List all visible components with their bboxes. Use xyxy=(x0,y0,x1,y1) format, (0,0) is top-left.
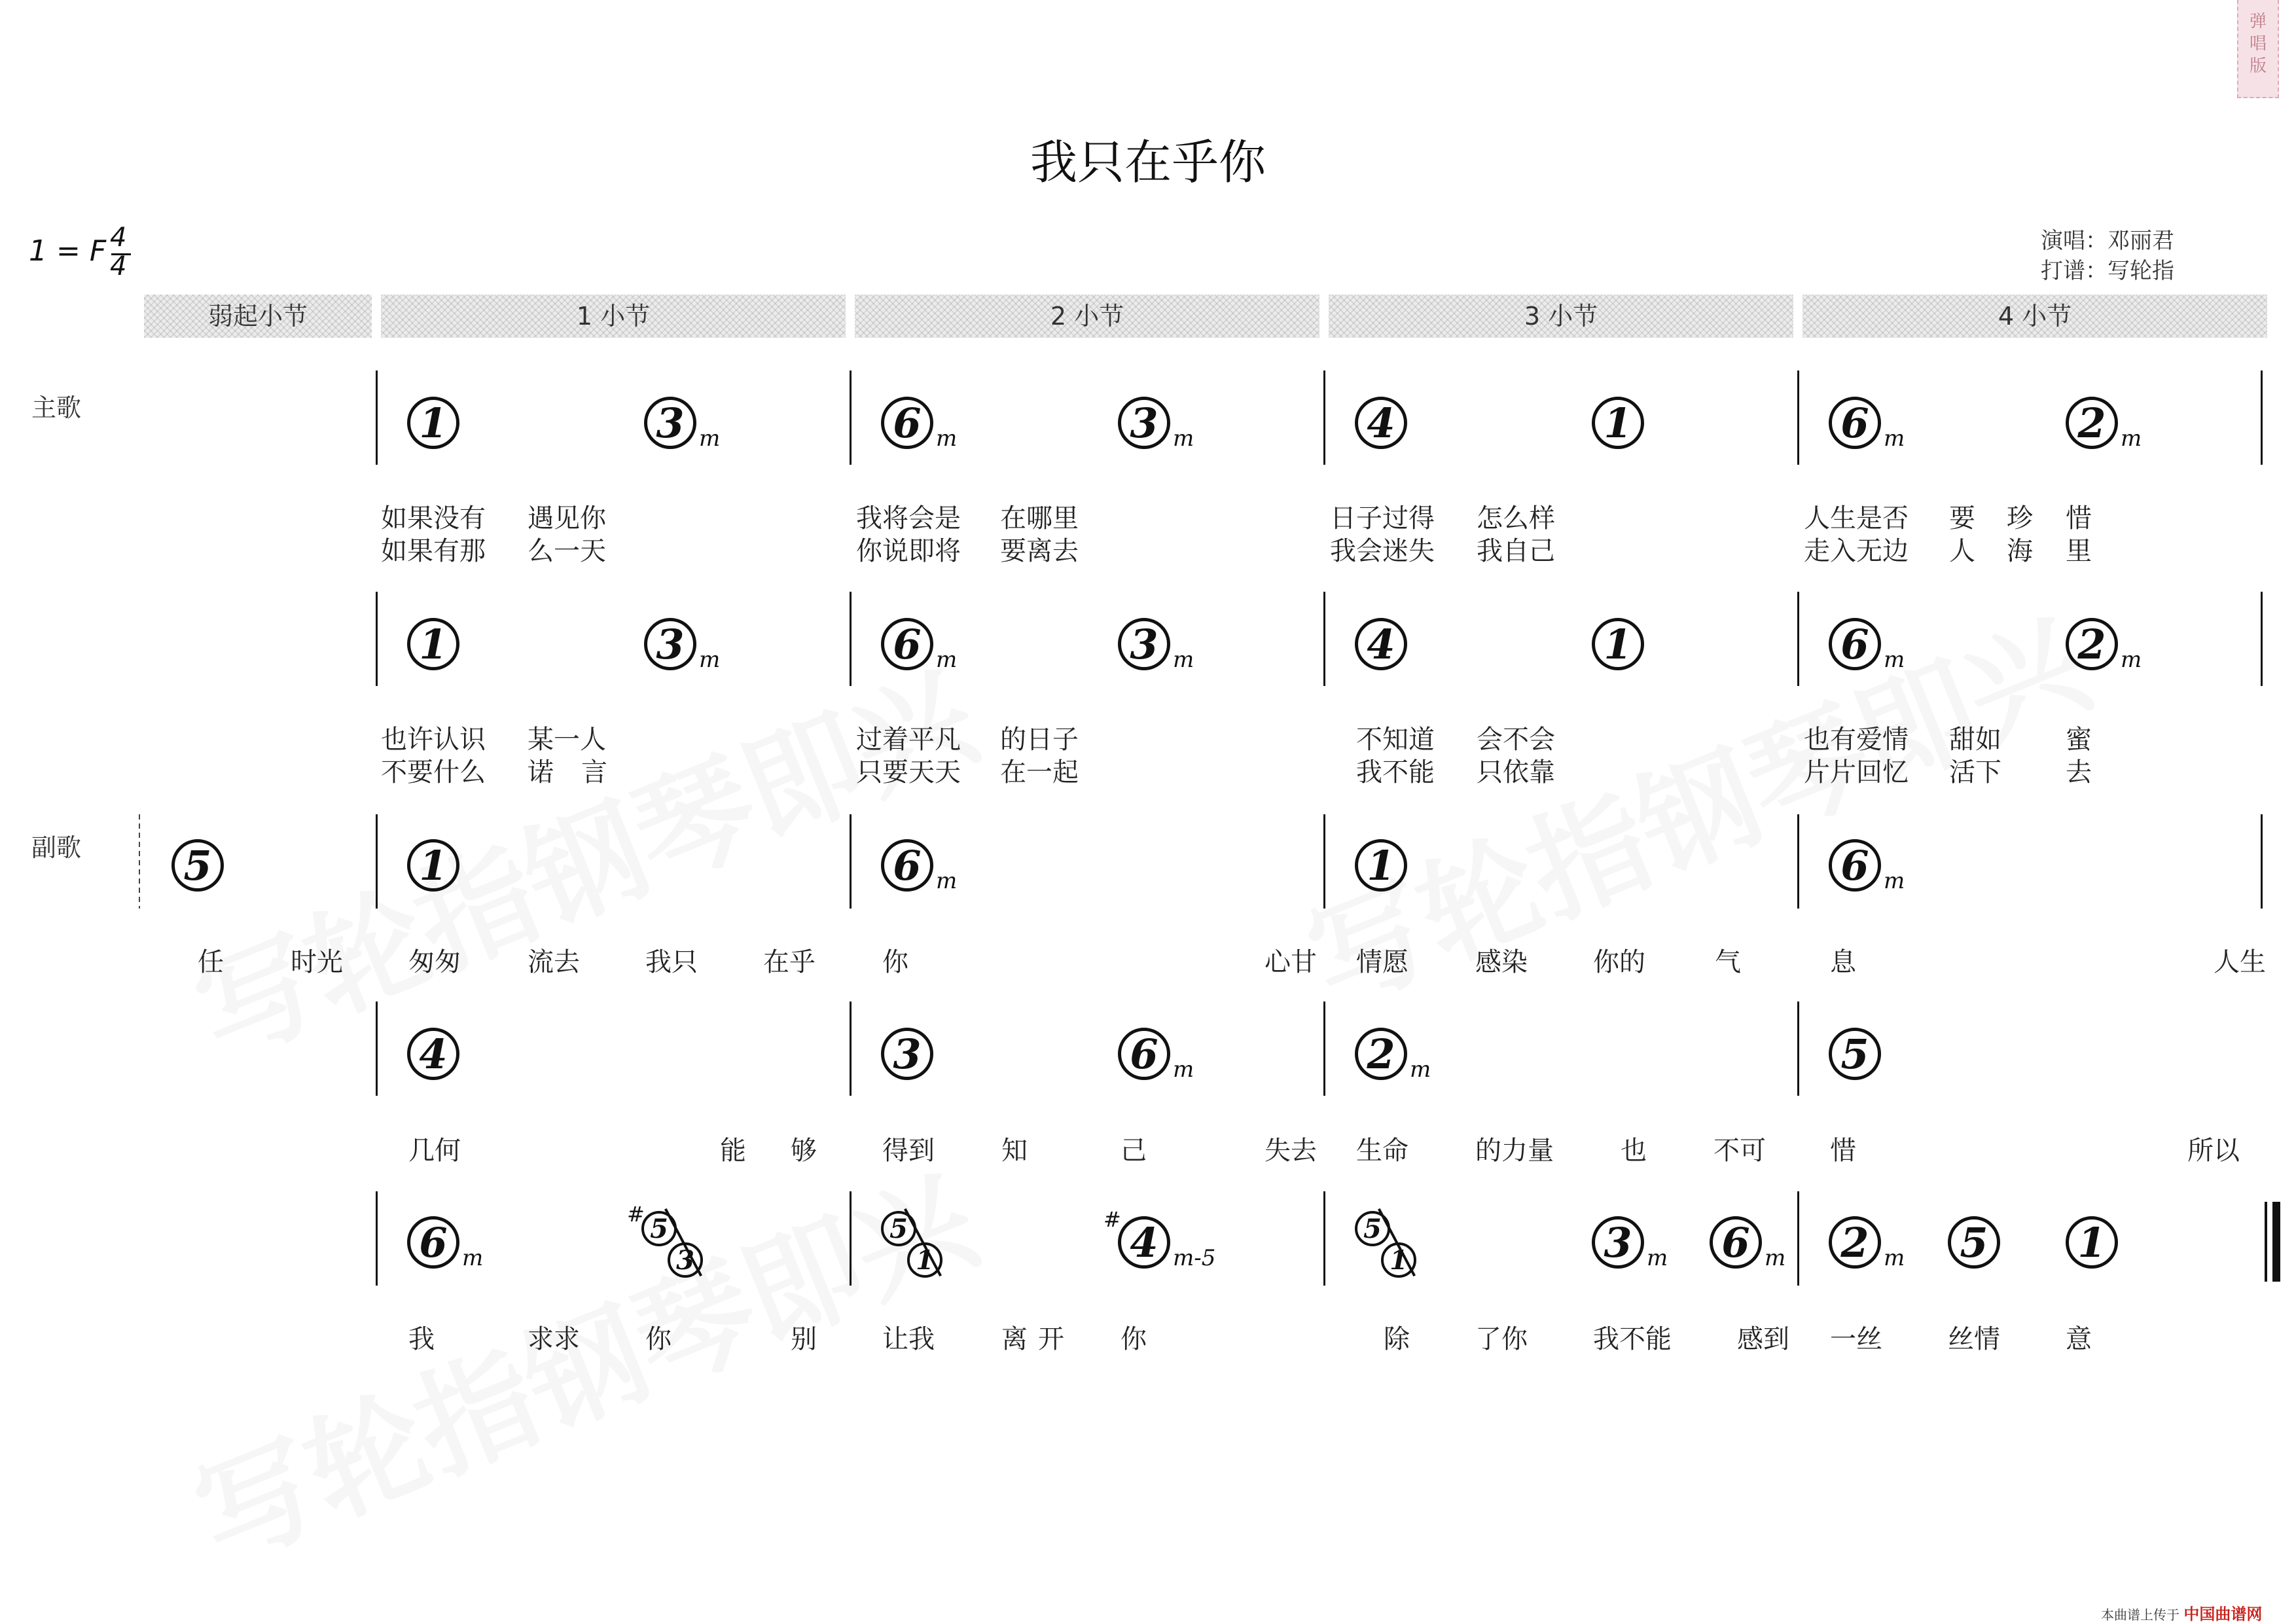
sharp-accidental: # xyxy=(627,1202,645,1227)
lyric: 也 xyxy=(1621,1136,1647,1166)
lyric: 去 xyxy=(2066,757,2092,787)
lyric: 知 xyxy=(1001,1136,1028,1166)
chord-degree: 6 xyxy=(881,397,933,449)
barline xyxy=(1797,370,1799,465)
lyric: 如果有那 xyxy=(381,536,486,566)
lyric: 只依靠 xyxy=(1477,757,1555,787)
slash-chord xyxy=(1355,1211,1427,1283)
chord-degree: 4 xyxy=(407,1028,459,1080)
watermark xyxy=(169,1128,997,1593)
lyric: 时光 xyxy=(291,947,343,977)
final-barline-thick xyxy=(2272,1202,2280,1282)
lyric: 不可 xyxy=(1713,1136,1766,1166)
lyric: 也许认识 xyxy=(381,725,486,755)
barline xyxy=(1797,1001,1799,1096)
time-signature-top: 4 xyxy=(110,223,127,253)
lyric: 在一起 xyxy=(1000,757,1079,787)
barline xyxy=(376,370,378,465)
chord-degree: 2 xyxy=(2066,618,2118,670)
lyric: 么一天 xyxy=(528,536,606,566)
lyric: 气 xyxy=(1715,947,1741,977)
chord-quality: m xyxy=(2121,647,2142,673)
lyric: 要 xyxy=(1949,503,1975,533)
lyric: 蜜 xyxy=(2066,725,2092,755)
chord-symbol xyxy=(407,1216,484,1271)
lyric: 生命 xyxy=(1356,1136,1408,1166)
watermark xyxy=(169,624,997,1089)
chord-symbol xyxy=(1355,618,1407,670)
chord-symbol xyxy=(2066,397,2142,452)
lyric: 能 xyxy=(720,1136,746,1166)
lyric: 情愿 xyxy=(1356,947,1408,977)
chord-degree: 2 xyxy=(2066,397,2118,449)
slash-chord-bottom: 1 xyxy=(907,1242,942,1278)
lyric: 你 xyxy=(645,1324,672,1354)
chord-degree: 6 xyxy=(1829,397,1881,449)
lyric: 在乎 xyxy=(763,947,816,977)
lyric: 我 xyxy=(408,1324,435,1354)
chord-degree: 6 xyxy=(407,1216,459,1269)
lyric: 也有爱情 xyxy=(1804,725,1909,755)
lyric: 的日子 xyxy=(1000,725,1079,755)
lyric: 诺 xyxy=(528,757,554,787)
barline xyxy=(850,1001,852,1096)
pickup-barline xyxy=(139,814,140,909)
lyric: 惜 xyxy=(1830,1136,1856,1166)
chord-symbol xyxy=(1829,839,1905,894)
chord-symbol xyxy=(1829,618,1905,673)
chord-symbol xyxy=(1592,397,1644,449)
chord-symbol xyxy=(881,618,958,673)
chord-degree: 6 xyxy=(1118,1028,1170,1080)
barline xyxy=(1797,592,1799,686)
chord-symbol xyxy=(2066,1216,2118,1269)
slash-chord xyxy=(627,1202,713,1283)
barline xyxy=(1323,592,1325,686)
lyric: 我只 xyxy=(645,947,698,977)
chord-degree: 2 xyxy=(1829,1216,1881,1269)
chord-degree: 1 xyxy=(407,397,459,449)
lyric: 开 xyxy=(1038,1324,1064,1354)
chord-degree: 6 xyxy=(1829,839,1881,892)
lyric: 遇见你 xyxy=(528,503,606,533)
chord-quality: m xyxy=(699,425,721,452)
lyric: 匆匆 xyxy=(408,947,461,977)
sharp-accidental: # xyxy=(1103,1207,1121,1232)
chord-degree: 3 xyxy=(1592,1216,1644,1269)
chord-degree: 1 xyxy=(1592,397,1644,449)
lyric: 我自己 xyxy=(1477,536,1555,566)
lyric: 感到 xyxy=(1737,1324,1789,1354)
chord-symbol xyxy=(1355,839,1407,892)
chord-symbol xyxy=(1592,618,1644,670)
barline xyxy=(850,1191,852,1286)
barline xyxy=(1323,814,1325,909)
lyric: 息 xyxy=(1830,947,1856,977)
lyric: 几何 xyxy=(408,1136,461,1166)
lyric: 失去 xyxy=(1265,1136,1317,1166)
chord-symbol xyxy=(1355,1028,1431,1083)
lyric: 活下 xyxy=(1949,757,2001,787)
lyric: 了你 xyxy=(1475,1324,1528,1354)
lyric: 离 xyxy=(1001,1324,1028,1354)
lyric: 人生 xyxy=(2214,947,2266,977)
lyric: 的力量 xyxy=(1475,1136,1554,1166)
chord-degree: 6 xyxy=(1710,1216,1762,1269)
badge-char: 弹 xyxy=(2249,12,2267,31)
chord-degree: 3 xyxy=(881,1028,933,1080)
chord-degree: 4 xyxy=(1118,1216,1170,1269)
measure-header-3: 3 小节 xyxy=(1329,295,1793,338)
chord-symbol xyxy=(1592,1216,1668,1271)
chord-symbol xyxy=(1710,1216,1786,1271)
chord-quality: m xyxy=(1647,1245,1668,1271)
barline xyxy=(2261,814,2263,909)
lyric: 某一人 xyxy=(528,725,606,755)
chord-degree: 2 xyxy=(1355,1028,1407,1080)
chord-symbol xyxy=(1829,397,1905,452)
barline xyxy=(850,370,852,465)
lyric: 走入无边 xyxy=(1804,536,1909,566)
barline xyxy=(1323,370,1325,465)
chord-quality: m xyxy=(1884,1245,1905,1271)
chord-degree: 3 xyxy=(644,397,696,449)
singer-credit: 演唱：邓丽君 xyxy=(2041,228,2174,254)
chord-quality: m xyxy=(1884,425,1905,452)
chord-degree: 1 xyxy=(1592,618,1644,670)
slash-chord-bottom: 3 xyxy=(668,1242,703,1278)
lyric: 让我 xyxy=(882,1324,935,1354)
chord-degree: 5 xyxy=(1948,1216,2000,1269)
chord-quality: m xyxy=(2121,425,2142,452)
lyric: 一丝 xyxy=(1830,1324,1882,1354)
chord-quality: m xyxy=(936,868,958,894)
lyric: 丝情 xyxy=(1948,1324,2000,1354)
lyric: 怎么样 xyxy=(1477,503,1555,533)
lyric: 所以 xyxy=(2187,1136,2240,1166)
measure-header-4: 4 小节 xyxy=(1803,295,2267,338)
chord-quality: m xyxy=(1765,1245,1786,1271)
chord-quality: m xyxy=(1410,1056,1431,1083)
chord-quality: m xyxy=(1884,647,1905,673)
barline xyxy=(1323,1191,1325,1286)
chord-degree: 3 xyxy=(1118,618,1170,670)
lyric: 你说即将 xyxy=(856,536,961,566)
measure-header-pickup: 弱起小节 xyxy=(144,295,372,338)
lyric: 珍 xyxy=(2007,503,2033,533)
section-label-verse: 主歌 xyxy=(31,393,82,422)
chord-symbol xyxy=(881,397,958,452)
chord-symbol xyxy=(407,839,459,892)
lyric: 除 xyxy=(1384,1324,1410,1354)
lyric: 你 xyxy=(882,947,908,977)
chord-degree: 6 xyxy=(881,618,933,670)
barline xyxy=(2261,592,2263,686)
lyric: 心甘 xyxy=(1265,947,1317,977)
chord-symbol xyxy=(407,1028,459,1080)
lyric: 片片回忆 xyxy=(1804,757,1909,787)
lyric: 里 xyxy=(2066,536,2092,566)
site-logo[interactable]: 中国曲谱网 xyxy=(2183,1605,2263,1623)
lyric: 流去 xyxy=(528,947,580,977)
lyric: 我将会是 xyxy=(856,503,961,533)
chord-symbol xyxy=(1103,1207,1216,1271)
lyric: 你 xyxy=(1121,1324,1147,1354)
chord-quality: m xyxy=(1173,647,1194,673)
chord-quality: m xyxy=(936,425,958,452)
lyric: 我不能 xyxy=(1356,757,1435,787)
chord-degree: 4 xyxy=(1355,397,1407,449)
time-signature-bottom: 4 xyxy=(110,251,127,281)
page-title: 我只在乎你 xyxy=(1030,135,1266,190)
chord-degree: 3 xyxy=(644,618,696,670)
barline xyxy=(1797,1191,1799,1286)
footer-text: 本曲谱上传于 xyxy=(2101,1607,2179,1623)
lyric: 过着平凡 xyxy=(856,725,961,755)
lyric: 会不会 xyxy=(1477,725,1555,755)
chord-symbol xyxy=(2066,618,2142,673)
barline xyxy=(376,814,378,909)
lyric: 我不能 xyxy=(1593,1324,1672,1354)
lyric: 己 xyxy=(1121,1136,1147,1166)
lyric: 不要什么 xyxy=(381,757,486,787)
chord-degree: 3 xyxy=(1118,397,1170,449)
chord-symbol xyxy=(1118,397,1194,452)
lyric: 得到 xyxy=(882,1136,935,1166)
lyric: 言 xyxy=(581,757,607,787)
lyric: 意 xyxy=(2066,1324,2092,1354)
lyric: 甜如 xyxy=(1949,725,2001,755)
barline xyxy=(1323,1001,1325,1096)
lyric: 我会迷失 xyxy=(1330,536,1435,566)
chord-symbol xyxy=(881,839,958,894)
chord-symbol xyxy=(644,397,721,452)
slash-chord xyxy=(881,1211,953,1283)
upload-footer xyxy=(2101,1601,2262,1624)
barline xyxy=(376,1001,378,1096)
chord-symbol xyxy=(407,618,459,670)
section-label-chorus: 副歌 xyxy=(31,833,82,862)
slash-chord-bottom: 1 xyxy=(1381,1242,1416,1278)
chord-degree: 1 xyxy=(1355,839,1407,892)
lyric: 人生是否 xyxy=(1804,503,1909,533)
badge-char: 唱 xyxy=(2249,34,2267,54)
lyric: 在哪里 xyxy=(1000,503,1079,533)
measure-header-1: 1 小节 xyxy=(381,295,846,338)
chord-symbol xyxy=(1118,1028,1194,1083)
chord-symbol xyxy=(171,839,224,892)
lyric: 别 xyxy=(791,1324,817,1354)
chord-degree: 4 xyxy=(1355,618,1407,670)
chord-symbol xyxy=(644,618,721,673)
measure-header-2: 2 小节 xyxy=(855,295,1319,338)
chord-degree: 5 xyxy=(1829,1028,1881,1080)
chord-quality: m xyxy=(699,647,721,673)
chord-symbol xyxy=(881,1028,933,1080)
slash-chord-top: 5 xyxy=(1355,1211,1390,1246)
barline xyxy=(376,1191,378,1286)
barline xyxy=(2261,370,2263,465)
lyric: 感染 xyxy=(1475,947,1528,977)
barline xyxy=(850,814,852,909)
chord-quality: m xyxy=(936,647,958,673)
chord-quality: m xyxy=(1173,1056,1194,1083)
key-signature: 1 = F xyxy=(29,234,107,268)
chord-quality: m-5 xyxy=(1173,1245,1216,1271)
chord-symbol xyxy=(1829,1028,1881,1080)
chord-degree: 5 xyxy=(171,839,224,892)
chord-quality: m xyxy=(1884,868,1905,894)
lyric: 海 xyxy=(2007,536,2033,566)
final-barline xyxy=(2265,1202,2267,1282)
badge-char: 版 xyxy=(2249,56,2267,76)
barline xyxy=(1797,814,1799,909)
transcriber-credit: 打谱：写轮指 xyxy=(2041,258,2174,284)
lyric: 你的 xyxy=(1593,947,1645,977)
lyric: 日子过得 xyxy=(1330,503,1435,533)
lyric: 够 xyxy=(791,1136,817,1166)
lyric: 求求 xyxy=(528,1324,580,1354)
lyric: 不知道 xyxy=(1356,725,1435,755)
lyric: 只要天天 xyxy=(856,757,961,787)
chord-degree: 1 xyxy=(407,618,459,670)
chord-quality: m xyxy=(462,1245,484,1271)
chord-degree: 6 xyxy=(881,839,933,892)
lyric: 要离去 xyxy=(1000,536,1079,566)
slash-chord-top: 5 xyxy=(641,1211,677,1246)
barline xyxy=(376,592,378,686)
chord-degree: 1 xyxy=(407,839,459,892)
chord-symbol xyxy=(1355,397,1407,449)
chord-symbol xyxy=(1948,1216,2000,1269)
lyric: 如果没有 xyxy=(381,503,486,533)
chord-symbol xyxy=(407,397,459,449)
chord-degree: 1 xyxy=(2066,1216,2118,1269)
barline xyxy=(850,592,852,686)
chord-symbol xyxy=(1118,618,1194,673)
chord-symbol xyxy=(1829,1216,1905,1271)
chord-degree: 6 xyxy=(1829,618,1881,670)
version-badge xyxy=(2237,0,2279,98)
lyric: 任 xyxy=(198,947,224,977)
chord-quality: m xyxy=(1173,425,1194,452)
lyric: 惜 xyxy=(2066,503,2092,533)
slash-chord-top: 5 xyxy=(881,1211,916,1246)
lyric: 人 xyxy=(1949,536,1975,566)
